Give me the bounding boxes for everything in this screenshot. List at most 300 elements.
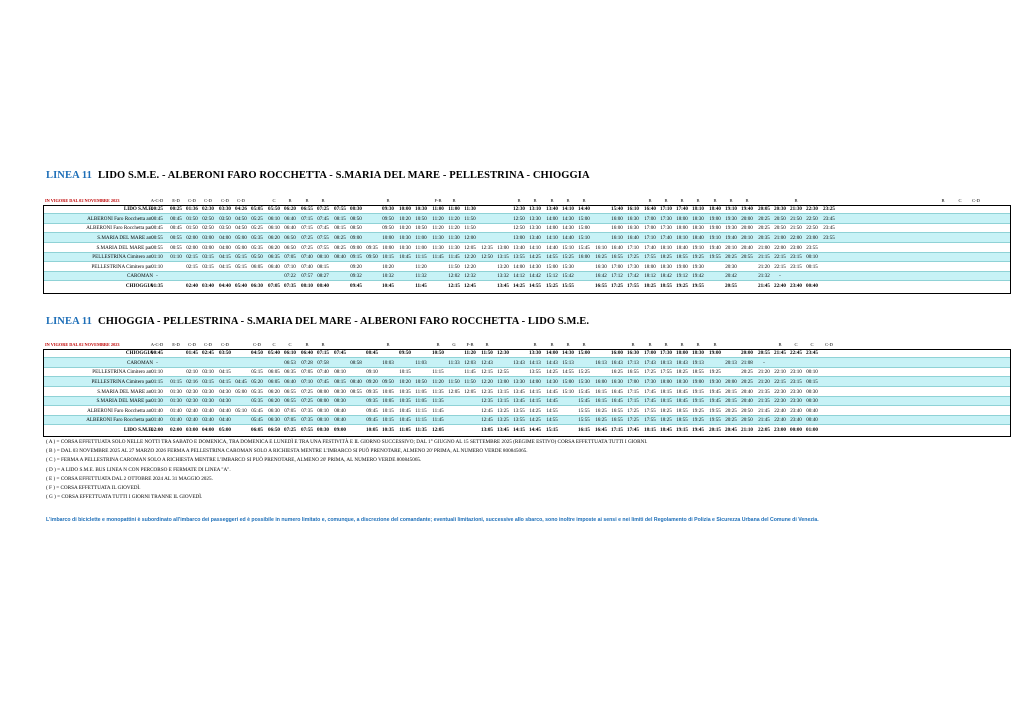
departure-time: 20:55 — [725, 282, 737, 289]
service-code: B — [485, 342, 489, 347]
departure-time: 10:20 — [382, 263, 394, 270]
departure-time: 16:55 — [611, 417, 623, 424]
table-row — [43, 272, 1011, 282]
table-row — [43, 205, 1011, 215]
departure-time: 16:45 — [611, 388, 623, 395]
departure-time: 18:00 — [676, 350, 688, 357]
service-code: C-D — [221, 198, 229, 203]
departure-time: 20:55 — [741, 254, 753, 261]
departure-time: 04:15 — [219, 263, 231, 270]
service-code: B — [778, 342, 782, 347]
departure-time: 17:13 — [627, 359, 639, 366]
departure-time: 16:25 — [611, 369, 623, 376]
departure-time: 07:05 — [284, 254, 296, 261]
departure-time: 05:35 — [251, 398, 263, 405]
departure-time: 19:25 — [692, 407, 704, 414]
departure-time: 05:15 — [235, 263, 247, 270]
departure-time: 20:05 — [758, 206, 770, 213]
departure-time: 08:40 — [317, 282, 329, 289]
service-code: B — [321, 342, 325, 347]
table-row — [43, 214, 1011, 224]
departure-time: 04:50 — [251, 350, 263, 357]
departure-time: 08:30 — [317, 426, 329, 433]
departure-time: 00:30 — [806, 398, 818, 405]
departure-time: 13:40 — [546, 206, 558, 213]
departure-time: - — [779, 273, 781, 280]
departure-time: 10:30 — [415, 206, 427, 213]
departure-time: 19:00 — [709, 350, 721, 357]
departure-time: 11:33 — [448, 359, 460, 366]
service-code: E-D — [172, 198, 180, 203]
departure-time: 11:00 — [432, 206, 444, 213]
departure-time: 13:15 — [497, 388, 509, 395]
departure-time: 02:00 — [186, 234, 198, 241]
service-code: B — [550, 342, 554, 347]
table-row — [43, 243, 1011, 253]
departure-time: 09:10 — [366, 369, 378, 376]
departure-time: 19:55 — [709, 417, 721, 424]
departure-time: 08:40 — [350, 378, 362, 385]
departure-time: 20:45 — [725, 426, 737, 433]
departure-time: 06:40 — [284, 378, 296, 385]
service-code: B — [696, 342, 700, 347]
departure-time: 05:20 — [251, 378, 263, 385]
service-code: C — [810, 342, 814, 347]
departure-time: 19:10 — [725, 206, 737, 213]
departure-time: 18:40 — [692, 234, 704, 241]
departure-time: 20:40 — [741, 398, 753, 405]
departure-time: 14:30 — [562, 225, 574, 232]
departure-time: 00:15 — [806, 263, 818, 270]
departure-time: 07:45 — [334, 350, 346, 357]
departure-time: 02:10 — [186, 369, 198, 376]
departure-time: 15:55 — [562, 282, 574, 289]
departure-time: 17:12 — [611, 273, 623, 280]
departure-time: 17:30 — [660, 215, 672, 222]
departure-time: 11:15 — [415, 407, 427, 414]
stop-name: ALBERONI Faro Rocchetta arr. — [87, 215, 153, 222]
departure-time: 22:40 — [774, 417, 786, 424]
departure-time: 13:30 — [529, 225, 541, 232]
table-row — [43, 425, 1011, 434]
departure-time: 09:20 — [350, 263, 362, 270]
departure-time: 16:15 — [578, 426, 590, 433]
departure-time: 14:55 — [529, 282, 541, 289]
departure-time: 16:40 — [644, 206, 656, 213]
departure-time: 19:00 — [692, 378, 704, 385]
departure-time: 10:50 — [415, 378, 427, 385]
departure-time: 15:00 — [578, 225, 590, 232]
departure-time: 13:55 — [513, 254, 525, 261]
departure-time: 02:00 — [186, 244, 198, 251]
departure-time: 20:25 — [741, 378, 753, 385]
departure-time: 08:10 — [334, 369, 346, 376]
departure-time: 19:30 — [725, 215, 737, 222]
stop-name: CAROMAN — [126, 273, 153, 280]
departure-time: 10:20 — [399, 378, 411, 385]
departure-time: 23:10 — [790, 369, 802, 376]
departure-time: 20:00 — [741, 350, 753, 357]
service-code: B — [713, 342, 717, 347]
departure-time: 02:40 — [186, 417, 198, 424]
departure-time: 11:45 — [464, 369, 476, 376]
departure-time: 13:15 — [497, 398, 509, 405]
departure-time: 23:55 — [823, 234, 835, 241]
departure-time: 21:45 — [774, 350, 786, 357]
departure-time: 23:45 — [823, 215, 835, 222]
departure-time: 12:05 — [432, 426, 444, 433]
departure-time: 18:25 — [660, 407, 672, 414]
stop-name: PELLESTRINA Cimitero par. — [91, 378, 153, 385]
departure-time: 06:50 — [268, 426, 280, 433]
departure-time: 17:10 — [627, 244, 639, 251]
departure-time: 14:30 — [546, 378, 558, 385]
departure-time: 15:30 — [562, 263, 574, 270]
departure-time: 17:15 — [627, 388, 639, 395]
departure-time: 19:40 — [709, 244, 721, 251]
departure-time: 01:00 — [806, 426, 818, 433]
departure-time: 06:10 — [284, 350, 296, 357]
departure-time: 15:45 — [578, 388, 590, 395]
departure-time: 15:45 — [578, 398, 590, 405]
departure-time: 03:15 — [202, 254, 214, 261]
departure-time: 16:00 — [578, 254, 590, 261]
departure-time: 11:20 — [432, 215, 444, 222]
departure-time: 23:00 — [790, 244, 802, 251]
departure-time: 10:35 — [399, 398, 411, 405]
departure-time: 15:12 — [546, 273, 558, 280]
departure-time: 14:25 — [513, 282, 525, 289]
stop-name: PELLESTRINA Cimitero arr. — [92, 254, 153, 261]
departure-time: 22:15 — [774, 263, 786, 270]
table-row — [43, 358, 1011, 368]
departure-time: 08:10 — [301, 282, 313, 289]
service-code: A-C-D — [150, 342, 164, 347]
departure-time: 07:58 — [317, 359, 329, 366]
departure-time: 12:20 — [481, 378, 493, 385]
departure-time: 10:00 — [382, 244, 394, 251]
departure-time: 07:15 — [301, 225, 313, 232]
table-row — [43, 262, 1011, 272]
departure-time: 08:00 — [317, 398, 329, 405]
departure-time: 13:40 — [529, 234, 541, 241]
departure-time: 06:30 — [268, 417, 280, 424]
departure-time: 12:00 — [464, 234, 476, 241]
service-code: B — [745, 198, 749, 203]
departure-time: 11:15 — [432, 369, 444, 376]
departure-time: 00:55 — [151, 244, 163, 251]
departure-time: 11:05 — [415, 388, 427, 395]
departure-time: 02:50 — [202, 215, 214, 222]
departure-time: 13:45 — [497, 426, 509, 433]
service-code: B — [631, 342, 635, 347]
departure-time: 11:20 — [448, 225, 460, 232]
departure-time: 23:00 — [774, 426, 786, 433]
departure-time: 01:40 — [170, 417, 182, 424]
departure-time: 08:55 — [350, 388, 362, 395]
departure-time: 11:45 — [432, 254, 444, 261]
departure-time: 11:20 — [464, 350, 476, 357]
departure-time: 06:20 — [284, 206, 296, 213]
departure-time: 07:45 — [317, 225, 329, 232]
departure-time: 15:10 — [578, 234, 590, 241]
departure-time: 14:15 — [529, 398, 541, 405]
service-code: C — [794, 342, 798, 347]
departure-time: 20:25 — [741, 369, 753, 376]
departure-time: 11:05 — [415, 398, 427, 405]
departure-time: 05:50 — [251, 254, 263, 261]
departure-time: 19:25 — [676, 282, 688, 289]
departure-time: 19:45 — [692, 426, 704, 433]
departure-time: 16:55 — [595, 282, 607, 289]
departure-time: 13:25 — [497, 417, 509, 424]
departure-time: 18:00 — [644, 263, 656, 270]
table-row — [43, 377, 1011, 387]
departure-time: 12:35 — [481, 388, 493, 395]
departure-time: 12:45 — [481, 407, 493, 414]
departure-time: 14:10 — [546, 234, 558, 241]
departure-time: 15:42 — [562, 273, 574, 280]
departure-time: 05:40 — [235, 282, 247, 289]
departure-time: 18:30 — [692, 225, 704, 232]
service-code: B — [436, 342, 440, 347]
departure-time: 17:55 — [644, 407, 656, 414]
departure-time: 21:10 — [741, 426, 753, 433]
departure-time: 11:30 — [448, 234, 460, 241]
departure-time: 11:45 — [432, 417, 444, 424]
departure-time: 22:30 — [774, 388, 786, 395]
table-row — [43, 368, 1011, 378]
departure-time: 06:40 — [284, 225, 296, 232]
service-code: B — [566, 342, 570, 347]
departure-time: 00:00 — [790, 426, 802, 433]
departure-time: 08:50 — [350, 225, 362, 232]
departure-time: 11:00 — [448, 206, 460, 213]
service-code: C-D — [221, 342, 229, 347]
departure-time: 02:16 — [186, 378, 198, 385]
departure-time: 12:50 — [513, 225, 525, 232]
service-code: B — [566, 198, 570, 203]
departure-time: 19:30 — [692, 263, 704, 270]
departure-time: 22:15 — [774, 254, 786, 261]
departure-time: 07:28 — [301, 359, 313, 366]
departure-time: 23:15 — [790, 378, 802, 385]
departure-time: 08:30 — [350, 206, 362, 213]
departure-time: 18:45 — [676, 398, 688, 405]
departure-time: 18:55 — [692, 369, 704, 376]
service-code: B — [794, 198, 798, 203]
departure-time: 18:55 — [660, 282, 672, 289]
departure-time: 11:50 — [448, 378, 460, 385]
timetable-outbound — [43, 196, 1011, 290]
departure-time: 03:30 — [219, 206, 231, 213]
departure-time: 18:10 — [660, 244, 672, 251]
departure-time: 10:05 — [366, 426, 378, 433]
departure-time: 00:30 — [806, 388, 818, 395]
departure-time: 12:55 — [497, 369, 509, 376]
departure-time: 04:40 — [219, 407, 231, 414]
departure-time: 17:40 — [660, 234, 672, 241]
departure-time: 10:15 — [382, 407, 394, 414]
departure-time: 03:40 — [202, 407, 214, 414]
departure-time: 10:35 — [382, 426, 394, 433]
departure-time: 00:25 — [151, 206, 163, 213]
departure-time: 07:25 — [301, 388, 313, 395]
departure-time: 18:15 — [660, 398, 672, 405]
departure-time: 17:45 — [644, 398, 656, 405]
departure-time: 18:55 — [676, 407, 688, 414]
departure-time: 15:25 — [578, 369, 590, 376]
departure-time: 13:30 — [529, 215, 541, 222]
departure-time: 18:25 — [676, 369, 688, 376]
departure-time: 10:45 — [399, 417, 411, 424]
departure-time: 13:40 — [513, 244, 525, 251]
departure-time: 17:15 — [627, 398, 639, 405]
departure-time: 00:45 — [151, 225, 163, 232]
departure-time: 18:40 — [709, 206, 721, 213]
departure-time: 18:15 — [644, 426, 656, 433]
departure-time: 22:30 — [774, 398, 786, 405]
departure-time: 04:26 — [235, 206, 247, 213]
departure-time: 01:40 — [151, 417, 163, 424]
departure-time: 21:08 — [741, 359, 753, 366]
departure-time: 19:45 — [709, 398, 721, 405]
departure-time: 13:20 — [497, 263, 509, 270]
departure-time: 20:13 — [725, 359, 737, 366]
departure-time: 23:15 — [790, 254, 802, 261]
table-row — [43, 233, 1011, 243]
table-row — [43, 416, 1011, 426]
departure-time: 02:40 — [186, 407, 198, 414]
service-code: F-B — [466, 342, 474, 347]
departure-time: 15:15 — [546, 426, 558, 433]
departure-time: 00:45 — [170, 225, 182, 232]
departure-time: 14:25 — [529, 417, 541, 424]
footnote: ( A ) = CORSA EFFETTUATA SOLO NELLE NOTTI TRA SABATO E DOMENICA, TRA DOMENICA E LUNEDÌ E TRA UNA FESTIVITÀ E IL GIORNO SUCCESSIVO; DAL 1° GIUGNO AL 15 SETTEMBRE 2025 (REGIME ESTIVO) CORSA EFFETTUATA TUTTI I GIORNI. — [46, 439, 648, 445]
footnote: ( E ) = CORSA EFFETTUATA DAL 2 OTTOBRE 2024 AL 31 MAGGIO 2025. — [46, 475, 213, 482]
departure-time: 06:40 — [268, 263, 280, 270]
stop-name: CAROMAN — [126, 359, 153, 366]
departure-time: 01:50 — [186, 215, 198, 222]
departure-time: 11:20 — [448, 215, 460, 222]
stop-name: S.MARIA DEL MARE par. — [96, 398, 153, 405]
departure-time: 06:20 — [268, 244, 280, 251]
departure-time: 06:50 — [284, 234, 296, 241]
departure-time: 08:15 — [334, 378, 346, 385]
departure-time: 21:15 — [758, 254, 770, 261]
departure-time: 00:25 — [170, 206, 182, 213]
departure-time: 09:00 — [334, 426, 346, 433]
departure-time: 13:55 — [529, 369, 541, 376]
departure-time: 09:50 — [399, 350, 411, 357]
departure-time: 14:00 — [546, 215, 558, 222]
departure-time: 04:00 — [202, 426, 214, 433]
departure-time: 00:45 — [170, 215, 182, 222]
departure-time: 06:30 — [268, 407, 280, 414]
departure-time: 00:40 — [806, 282, 818, 289]
departure-time: 17:00 — [644, 215, 656, 222]
departure-time: 08:40 — [334, 407, 346, 414]
departure-time: 12:05 — [448, 388, 460, 395]
table-row — [43, 224, 1011, 234]
departure-time: 22:50 — [806, 225, 818, 232]
stop-name: PELLESTRINA Cimitero arr. — [92, 369, 153, 376]
table1-title — [46, 170, 590, 181]
departure-time: 14:10 — [529, 244, 541, 251]
departure-time: 16:30 — [627, 225, 639, 232]
departure-time: 08:45 — [366, 350, 378, 357]
departure-time: 17:00 — [644, 350, 656, 357]
departure-time: 00:10 — [806, 254, 818, 261]
service-code: B — [696, 198, 700, 203]
departure-time: 17:40 — [644, 244, 656, 251]
departure-time: 16:30 — [595, 263, 607, 270]
service-code: B — [288, 198, 292, 203]
departure-time: 11:50 — [481, 350, 493, 357]
departure-time: 18:30 — [676, 378, 688, 385]
service-code: E-D — [172, 342, 180, 347]
departure-time: 05:25 — [251, 225, 263, 232]
departure-time: 22:40 — [774, 407, 786, 414]
departure-time: 16:10 — [627, 206, 639, 213]
departure-time: 17:42 — [627, 273, 639, 280]
departure-time: 19:13 — [692, 359, 704, 366]
departure-time: 16:43 — [611, 359, 623, 366]
departure-time: 17:30 — [627, 263, 639, 270]
departure-time: 14:30 — [562, 215, 574, 222]
departure-time: 19:00 — [709, 215, 721, 222]
departure-time: 14:15 — [513, 426, 525, 433]
departure-time: 23:45 — [806, 350, 818, 357]
departure-time: 21:45 — [758, 417, 770, 424]
departure-time: 10:15 — [399, 369, 411, 376]
departure-time: 00:55 — [170, 244, 182, 251]
departure-time: 14:55 — [562, 369, 574, 376]
departure-time: 18:55 — [676, 417, 688, 424]
departure-time: 16:40 — [611, 244, 623, 251]
departure-time: 22:10 — [774, 369, 786, 376]
departure-time: 20:50 — [774, 215, 786, 222]
departure-time: 01:35 — [151, 282, 163, 289]
departure-time: 09:50 — [366, 254, 378, 261]
departure-time: 05:45 — [251, 417, 263, 424]
departure-time: 07:57 — [301, 273, 313, 280]
departure-time: 19:00 — [676, 263, 688, 270]
departure-time: 14:00 — [546, 350, 558, 357]
departure-time: 01:10 — [170, 254, 182, 261]
departure-time: 10:03 — [382, 359, 394, 366]
departure-time: 23:45 — [823, 225, 835, 232]
departure-time: 20:25 — [758, 215, 770, 222]
departure-time: 07:05 — [268, 282, 280, 289]
departure-time: 14:25 — [529, 407, 541, 414]
service-code: C-D — [253, 342, 261, 347]
departure-time: 11:30 — [464, 206, 476, 213]
departure-time: 16:00 — [611, 225, 623, 232]
departure-time: 11:50 — [464, 215, 476, 222]
service-code: B — [321, 198, 325, 203]
departure-time: 13:10 — [529, 206, 541, 213]
departure-time: 06:20 — [268, 234, 280, 241]
departure-time: 13:45 — [513, 398, 525, 405]
departure-time: 18:40 — [676, 244, 688, 251]
departure-time: 14:30 — [562, 350, 574, 357]
departure-time: 21:50 — [790, 225, 802, 232]
departure-time: 16:30 — [627, 215, 639, 222]
departure-time: 17:25 — [644, 369, 656, 376]
departure-time: 12:35 — [481, 244, 493, 251]
departure-time: 05:50 — [268, 206, 280, 213]
